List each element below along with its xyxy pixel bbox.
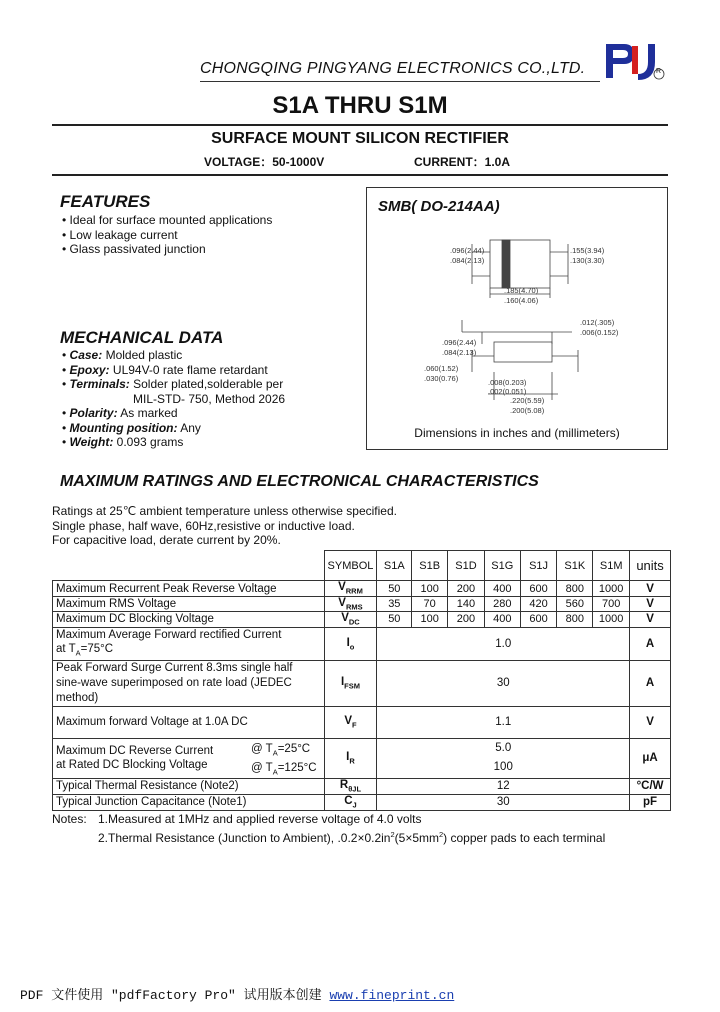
list-item: • Case: Molded plastic [62,348,183,362]
notes-label: Notes: [52,812,87,826]
dimensions-note: Dimensions in inches and (millimeters) [414,426,620,440]
ratings-conditions [52,504,397,548]
header-part: S1G [484,551,520,581]
section-rule [52,174,668,176]
dim-label: .200(5.08) [510,406,545,415]
table-row: Maximum Recurrent Peak Reverse Voltage $V_{RRM}$ 50 100 200 400 600 800 1000 V [53,581,671,597]
header-units: units [630,551,671,581]
list-item: • Terminals: Solder plated,solderable per [62,377,284,391]
ratings-heading: MAXIMUM RATINGS AND ELECTRONICAL CHARACTERISTICS [60,473,539,490]
table-row: Typical Junction Capacitance (Note1) $C_J$ 30 pF [53,794,671,810]
list-item: • Epoxy: UL94V-0 rate flame retardant [62,362,268,377]
dim-label: .185(4.70) [504,286,539,295]
table-row: Maximum Average Forward rectified Current at $T_A=75^\circ C$ $I_o$ 1.0 A [53,627,671,660]
table-row: Typical Thermal Resistance (Note2) $R_{\theta JL}$ 12 °C/W [53,778,671,794]
ratings-table [52,550,671,811]
dim-label: .006(0.152) [580,328,619,337]
header-part: S1J [520,551,557,581]
dim-label: .096(2.44) [450,246,485,255]
dim-label: .220(5.59) [510,396,545,405]
company-name: CHONGQING PINGYANG ELECTRONICS CO.,LTD. [200,60,586,77]
header-part: S1M [593,551,630,581]
dim-label: .096(2.44) [442,338,477,347]
company-logo [604,40,666,84]
dim-label: .084(2.13) [442,348,477,357]
rating-line: Ratings at 25℃ ambient temperature unless otherwise specified. [52,504,397,518]
fineprint-link[interactable]: www.fineprint.cn [329,988,455,1003]
rating-line: Single phase, half wave, 60Hz,resistive or inductive load. [52,518,355,533]
note-1: 1.Measured at 1MHz and applied reverse voltage of 4.0 volts [98,812,422,826]
table-row: Maximum forward Voltage at 1.0A DC $V_F$ 1.1 V [53,706,671,738]
header-rule [200,81,600,82]
mechanical-list [62,348,285,450]
list-item: MIL-STD- 750, Method 2026 [133,391,286,406]
list-item: • Glass passivated junction [62,242,206,256]
table-row: Maximum DC Blocking Voltage $V_{DC}$ 50 100 200 400 600 800 1000 V [53,612,671,627]
pdf-footer: PDF 文件使用 "pdfFactory Pro" 试用版本创建 www.fineprint.cn [20,988,455,1003]
note-2: 2.Thermal Resistance (Junction to Ambient), $.0.2\times 0.2in^2(5\times 5mm^2)$ copper pads to each terminal [98,830,606,845]
dim-label: .160(4.06) [504,296,539,305]
dim-label: .155(3.94) [570,246,605,255]
features-heading: FEATURES [60,192,151,211]
table-row: Maximum RMS Voltage $V_{RMS}$ 35 70 140 280 420 560 700 V [53,597,671,612]
registered-mark: R [656,68,662,75]
dim-label: .002(0.051) [488,387,527,396]
features-list [62,213,272,257]
list-item: • Weight: 0.093 grams [62,435,184,449]
list-item: • Low leakage current [62,227,178,242]
table-header [53,551,671,581]
table-row: Peak Forward Surge Current 8.3ms single half sine-wave superimposed on rate load (JEDEC method) $I_{FSM}$ 30 A [53,660,671,706]
page-title: S1A THRU S1M [272,92,448,119]
subtitle: SURFACE MOUNT SILICON RECTIFIER [211,130,509,147]
title-rule [52,124,668,126]
list-item: • Ideal for surface mounted applications [62,213,273,227]
package-drawing [372,222,664,422]
dim-label: .060(1.52) [424,364,459,373]
dim-label: .030(0.76) [424,374,459,383]
dim-label: .008(0.203) [488,378,527,387]
current-spec: CURRENT：1.0A [414,155,511,169]
table-row: Maximum DC Reverse Current at Rated DC Blocking Voltage @ $T_A=25^\circ C$ @ $T_A=125^\circ C$ $I_R$ 5.0 100 μA [53,738,671,778]
mechanical-heading: MECHANICAL DATA [60,328,224,347]
package-title: SMB( DO-214AA) [378,198,500,215]
header-symbol: SYMBOL [324,551,377,581]
dim-label: .012(.305) [580,318,615,327]
header-part: S1A [377,551,412,581]
rating-line: For capacitive load, derate current by 20%. [52,533,281,547]
header-part: S1B [412,551,448,581]
dim-label: .084(2.13) [450,256,485,265]
header-part: S1K [557,551,593,581]
list-item: • Mounting position: Any [62,420,201,435]
dim-label: .130(3.30) [570,256,605,265]
list-item: • Polarity: As marked [62,406,178,420]
voltage-spec: VOLTAGE：50-1000V [204,155,325,169]
header-part: S1D [448,551,485,581]
